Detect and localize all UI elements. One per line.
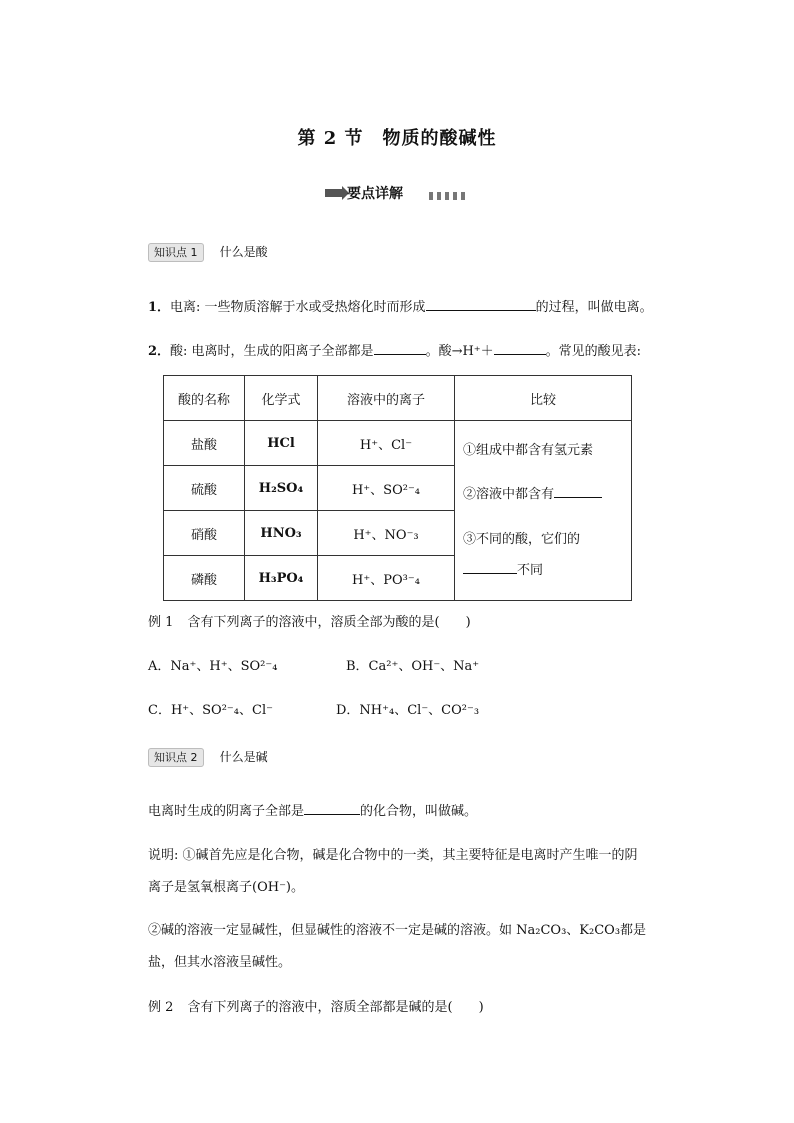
page-title: 第 2 节 物质的酸碱性 (297, 128, 497, 149)
section-banner (325, 183, 475, 203)
knowledge-point-title: 什么是碱 (219, 750, 268, 764)
note-1-line-1: 说明: ①碱首先应是化合物，碱是化合物中的一类，其主要特征是电离时产生唯一的阴 (148, 848, 638, 863)
acid-name: 磷酸 (164, 556, 245, 601)
table-header-cell: 比较 (455, 376, 632, 421)
item-text-after: 。常见的酸见表: (545, 344, 642, 359)
acid-formula: HNO₃ (245, 511, 318, 556)
item-number: 2． (148, 344, 171, 359)
knowledge-point-badge: 知识点 1 (148, 243, 204, 262)
knowledge-point-badge: 知识点 2 (148, 748, 204, 767)
answer-blank[interactable] (374, 342, 426, 355)
option-c[interactable]: C．H⁺、SO²⁻₄、Cl⁻ (148, 703, 273, 718)
acid-ions: H⁺、NO⁻₃ (318, 511, 455, 556)
acid-name: 硝酸 (164, 511, 245, 556)
item-1 (148, 296, 653, 315)
answer-blank[interactable] (426, 298, 536, 311)
dots-icon (429, 192, 469, 200)
note-2-line-2: 盐，但其水溶液呈碱性。 (148, 955, 292, 970)
arrow-icon (325, 189, 343, 197)
comparison-cell (455, 421, 632, 601)
comparison-text: 不同 (517, 563, 544, 578)
example-question: 含有下列离子的溶液中，溶质全部都是碱的是( ) (187, 1000, 484, 1015)
knowledge-point-2 (148, 748, 268, 765)
item-number: 1． (148, 300, 171, 315)
comparison-text: ②溶液中都含有 (463, 487, 555, 502)
item-text: 电离: 一些物质溶解于水或受热熔化时而形成 (170, 300, 426, 315)
example-2 (148, 996, 484, 1015)
section-banner-label: 要点详解 (347, 186, 403, 202)
answer-blank[interactable] (463, 561, 517, 574)
answer-blank[interactable] (494, 342, 546, 355)
table-header-cell: 溶液中的离子 (318, 376, 455, 421)
knowledge-point-1 (148, 243, 268, 260)
answer-blank[interactable] (554, 485, 602, 498)
comparison-line: ③不同的酸，它们的 (463, 532, 581, 547)
knowledge-point-title: 什么是酸 (219, 245, 268, 259)
definition-text-after: 的化合物，叫做碱。 (360, 804, 478, 819)
example-1 (148, 611, 471, 630)
example-label: 例 1 (148, 615, 174, 630)
comparison-line: ①组成中都含有氢元素 (463, 443, 594, 458)
acid-ions: H⁺、Cl⁻ (318, 421, 455, 466)
option-a[interactable]: A．Na⁺、H⁺、SO²⁻₄ (148, 659, 278, 674)
note-2-line-1: ②碱的溶液一定显碱性，但显碱性的溶液不一定是碱的溶液。如 Na₂CO₃、K₂CO₃都是 (148, 923, 647, 938)
table-header-cell: 酸的名称 (164, 376, 245, 421)
table-header-row (164, 376, 632, 421)
comparison-line (463, 483, 602, 502)
acid-formula: HCl (245, 421, 318, 466)
acid-name: 盐酸 (164, 421, 245, 466)
item-text-mid: 。酸→H⁺＋ (425, 344, 494, 359)
acid-ions: H⁺、SO²⁻₄ (318, 466, 455, 511)
answer-blank[interactable] (304, 802, 360, 815)
item-text: 酸: 电离时，生成的阳离子全部都是 (170, 344, 374, 359)
comparison-line (463, 559, 543, 578)
option-d[interactable]: D．NH⁺₄、Cl⁻、CO²⁻₃ (336, 703, 480, 718)
example-question: 含有下列离子的溶液中，溶质全部为酸的是( ) (187, 615, 471, 630)
acid-formula: H₃PO₄ (245, 556, 318, 601)
acid-name: 硫酸 (164, 466, 245, 511)
acid-ions: H⁺、PO³⁻₄ (318, 556, 455, 601)
note-1-line-2: 离子是氢氧根离子(OH⁻)。 (148, 880, 305, 895)
base-definition (148, 800, 477, 819)
definition-text: 电离时生成的阴离子全部是 (148, 804, 305, 819)
acid-table (163, 375, 632, 601)
option-b[interactable]: B．Ca²⁺、OH⁻、Na⁺ (346, 659, 480, 674)
item-2 (148, 340, 641, 359)
table-header-cell: 化学式 (245, 376, 318, 421)
table-row (164, 421, 632, 466)
acid-formula: H₂SO₄ (245, 466, 318, 511)
example-label: 例 2 (148, 1000, 174, 1015)
item-text-after: 的过程，叫做电离。 (535, 300, 653, 315)
